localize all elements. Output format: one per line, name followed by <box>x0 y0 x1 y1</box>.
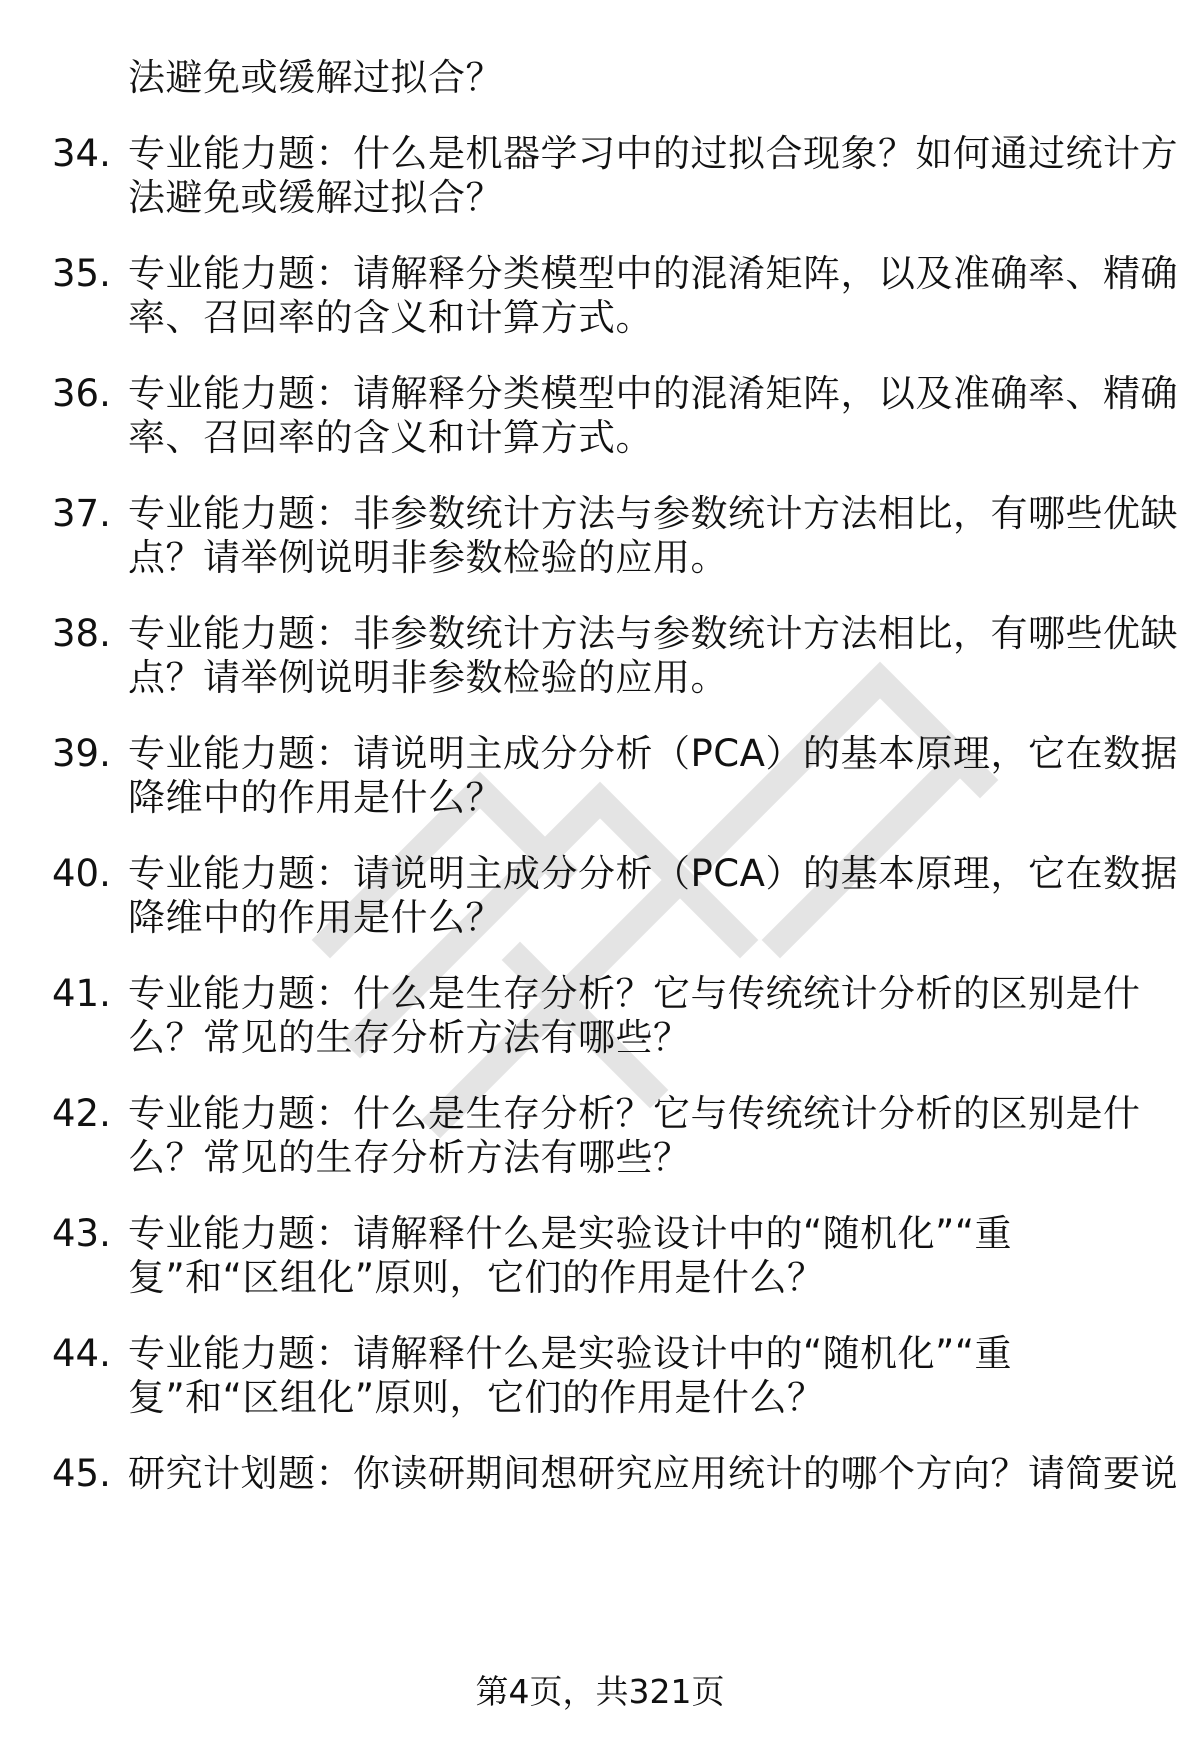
question-text-line1: 专业能力题：非参数统计方法与参数统计方法相比，有哪些优缺 <box>128 612 1178 655</box>
question-number: 35. <box>52 252 111 295</box>
question-number: 36. <box>52 372 111 415</box>
question-number: 44. <box>52 1332 111 1375</box>
question-number: 39. <box>52 732 111 775</box>
question-text-line2: 点？请举例说明非参数检验的应用。 <box>128 656 728 699</box>
question-text-line2: 降维中的作用是什么？ <box>128 776 503 819</box>
page-number-footer: 第4页，共321页 <box>475 1672 725 1711</box>
question-text-line1: 专业能力题：请说明主成分分析（PCA）的基本原理，它在数据 <box>128 852 1178 895</box>
question-number: 34. <box>52 132 111 175</box>
question-text-line1: 专业能力题：请解释什么是实验设计中的“随机化”“重 <box>128 1212 1013 1255</box>
question-text-line2: 复”和“区组化”原则，它们的作用是什么？ <box>128 1256 825 1299</box>
question-text-line2: 么？常见的生存分析方法有哪些？ <box>128 1016 691 1059</box>
question-text-line1: 专业能力题：请说明主成分分析（PCA）的基本原理，它在数据 <box>128 732 1178 775</box>
question-text-line2: 点？请举例说明非参数检验的应用。 <box>128 536 728 579</box>
question-number: 38. <box>52 612 111 655</box>
question-text-line2: 率、召回率的含义和计算方式。 <box>128 296 653 339</box>
question-text-line1: 专业能力题：什么是生存分析？它与传统统计分析的区别是什 <box>128 1092 1141 1135</box>
question-text-line2: 法避免或缓解过拟合？ <box>128 176 503 219</box>
question-text-line2: 降维中的作用是什么？ <box>128 896 503 939</box>
question-text-line1: 专业能力题：请解释什么是实验设计中的“随机化”“重 <box>128 1332 1013 1375</box>
question-text-line1: 专业能力题：什么是生存分析？它与传统统计分析的区别是什 <box>128 972 1141 1015</box>
question-number: 42. <box>52 1092 111 1135</box>
question-number: 37. <box>52 492 111 535</box>
question-number: 43. <box>52 1212 111 1255</box>
question-text-line2: 复”和“区组化”原则，它们的作用是什么？ <box>128 1376 825 1419</box>
question-text-line1: 专业能力题：什么是机器学习中的过拟合现象？如何通过统计方 <box>128 132 1178 175</box>
question-text-line2: 率、召回率的含义和计算方式。 <box>128 416 653 459</box>
continued-question-text: 法避免或缓解过拟合？ <box>128 56 503 99</box>
question-text-line1: 专业能力题：请解释分类模型中的混淆矩阵，以及准确率、精确 <box>128 252 1178 295</box>
question-number: 45. <box>52 1452 111 1495</box>
question-number: 41. <box>52 972 111 1015</box>
question-text-line1: 研究计划题：你读研期间想研究应用统计的哪个方向？请简要说 <box>128 1452 1178 1495</box>
question-number: 40. <box>52 852 111 895</box>
question-text-line1: 专业能力题：非参数统计方法与参数统计方法相比，有哪些优缺 <box>128 492 1178 535</box>
question-text-line1: 专业能力题：请解释分类模型中的混淆矩阵，以及准确率、精确 <box>128 372 1178 415</box>
question-text-line2: 么？常见的生存分析方法有哪些？ <box>128 1136 691 1179</box>
